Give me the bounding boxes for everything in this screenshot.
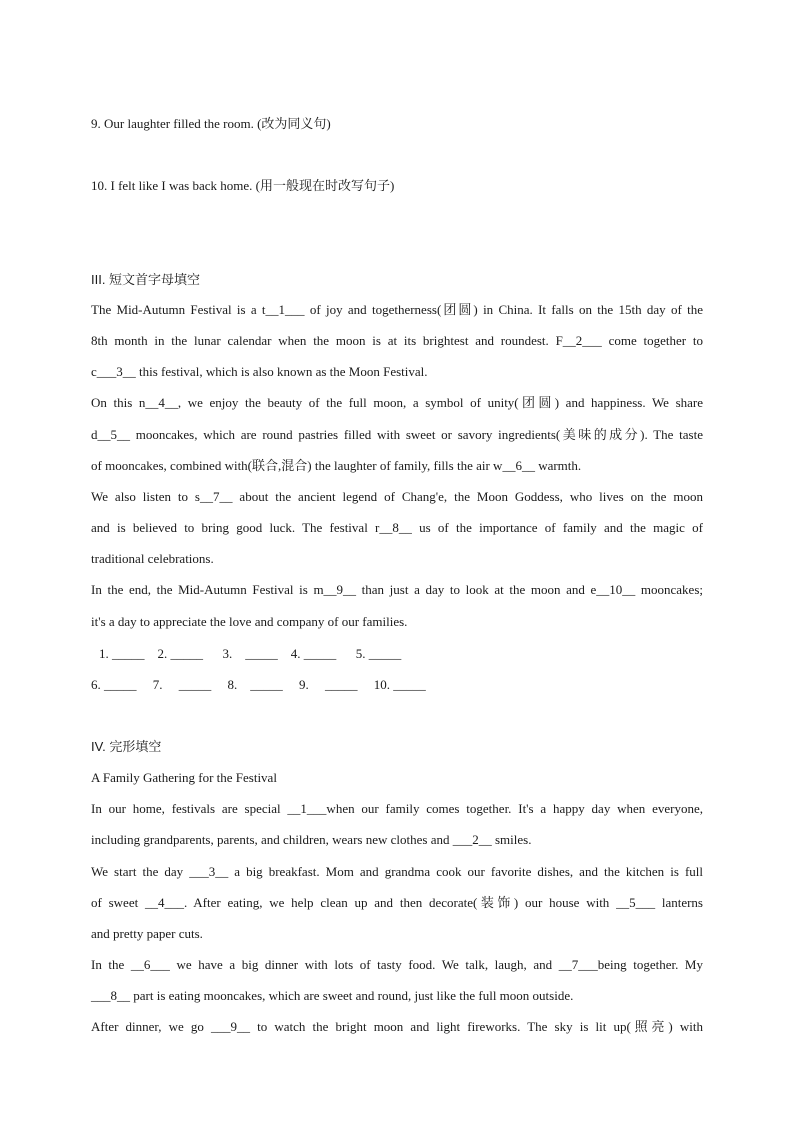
passage-3-line: The Mid-Autumn Festival is a t__1___ of joy and togetherness(团圆) in China. It falls on the 15th day of the bbox=[91, 302, 703, 317]
passage-4-line: In our home, festivals are special __1___when our family comes together. It's a happy day when everyone, bbox=[91, 801, 703, 816]
section-4-heading: IV. 完形填空 bbox=[91, 739, 162, 754]
passage-4-line: After dinner, we go ___9__ to watch the bright moon and light fireworks. The sky is lit up(照亮) with bbox=[91, 1019, 703, 1034]
section-3-heading: III. 短文首字母填空 bbox=[91, 272, 201, 287]
passage-3-line: We also listen to s__7__ about the ancient legend of Chang'e, the Moon Goddess, who lives on the moon bbox=[91, 489, 703, 504]
passage-3-line: c___3__ this festival, which is also known as the Moon Festival. bbox=[91, 364, 428, 379]
passage-3-line: On this n__4__, we enjoy the beauty of the full moon, a symbol of unity(团圆) and happiness. We share bbox=[91, 395, 703, 410]
passage-3-line: of mooncakes, combined with(联合,混合) the laughter of family, fills the air w__6__ warmth. bbox=[91, 458, 582, 473]
passage-3-line: In the end, the Mid-Autumn Festival is m__9__ than just a day to look at the moon and e__10__ mooncakes; bbox=[91, 582, 703, 597]
passage-4-line: including grandparents, parents, and children, wears new clothes and ___2__ smiles. bbox=[91, 832, 532, 847]
passage-4-line: and pretty paper cuts. bbox=[91, 926, 203, 941]
passage-4-line: In the __6___ we have a big dinner with lots of tasty food. We talk, laugh, and __7___being together. My bbox=[91, 957, 703, 972]
passage-4-title: A Family Gathering for the Festival bbox=[91, 770, 277, 785]
passage-3-line: and is believed to bring good luck. The festival r__8__ us of the importance of family and the magic of bbox=[91, 520, 703, 535]
passage-3-line: d__5__ mooncakes, which are round pastries filled with sweet or savory ingredients(美味的成分). The taste bbox=[91, 427, 703, 442]
passage-3-line: it's a day to appreciate the love and company of our families. bbox=[91, 614, 408, 629]
answer-blanks-row-1: 1. _____ 2. _____ 3. _____ 4. _____ 5. _____ bbox=[99, 646, 402, 661]
answer-blanks-row-2: 6. _____ 7. _____ 8. _____ 9. _____ 10. _____ bbox=[91, 677, 426, 692]
passage-4-line: of sweet __4___. After eating, we help clean up and then decorate(装饰) our house with __5___ lanterns bbox=[91, 895, 703, 910]
passage-4-line: ___8__ part is eating mooncakes, which are sweet and round, just like the full moon outside. bbox=[91, 988, 574, 1003]
passage-4-line: We start the day ___3__ a big breakfast. Mom and grandma cook our favorite dishes, and the kitchen is full bbox=[91, 864, 703, 879]
rewrite-item-10: 10. I felt like I was back home. (用一般现在时改写句子) bbox=[91, 178, 395, 193]
rewrite-item-9: 9. Our laughter filled the room. (改为同义句) bbox=[91, 116, 331, 131]
passage-3-line: traditional celebrations. bbox=[91, 551, 214, 566]
passage-3-line: 8th month in the lunar calendar when the moon is at its brightest and roundest. F__2___ come together to bbox=[91, 333, 703, 348]
